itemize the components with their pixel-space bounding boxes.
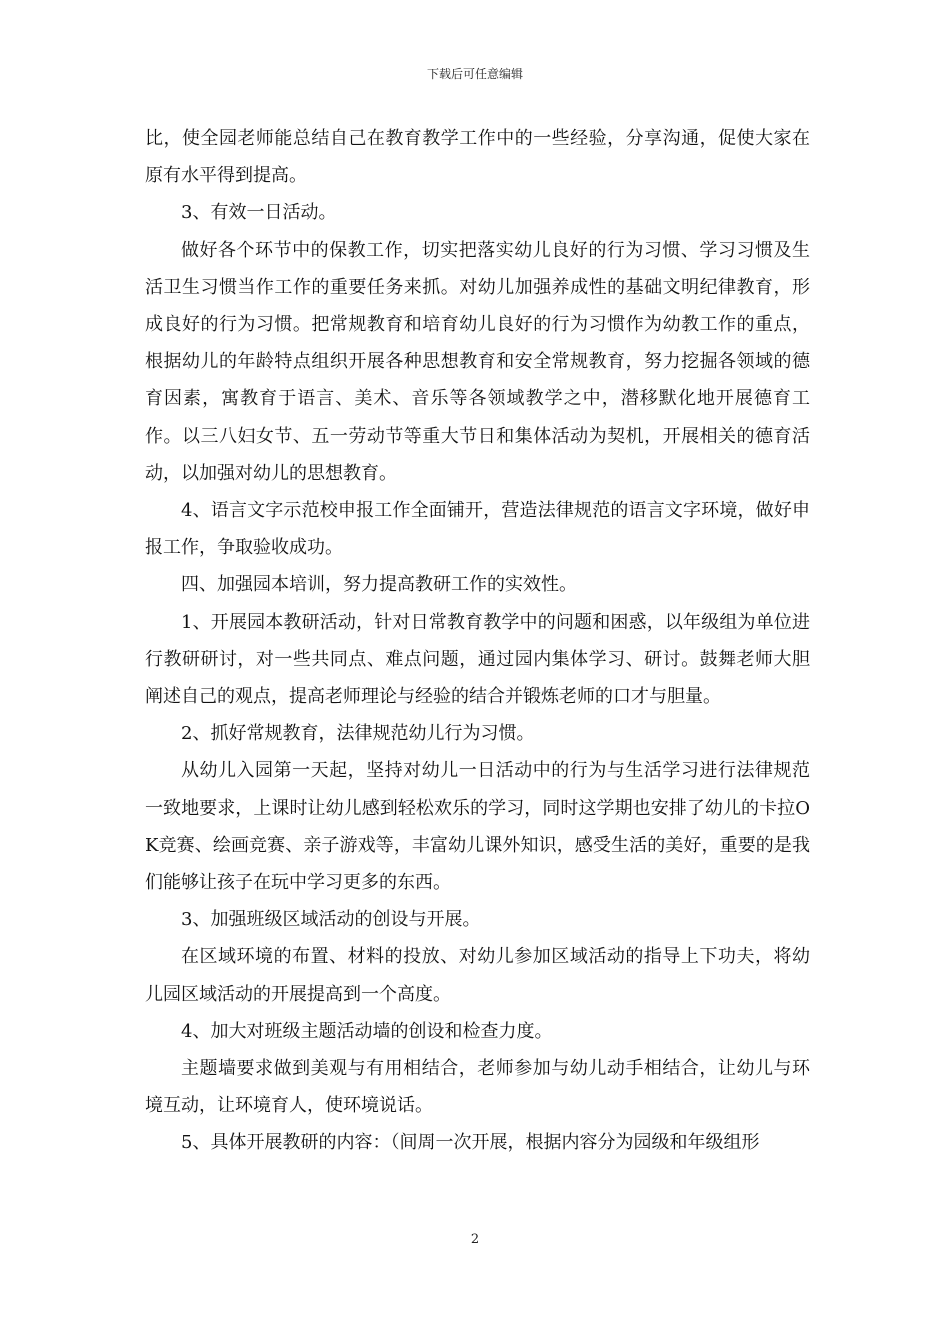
paragraph-9: 3、加强班级区域活动的创设与开展。 (181, 909, 481, 931)
paragraph-7: 2、抓好常规教育，法律规范幼儿行为习惯。 (181, 723, 535, 745)
paragraph-4: 4、语言文字示范校申报工作全面铺开，营造法律规范的语言文字环境，做好申报工作，争取验收成功。 (145, 500, 810, 559)
paragraph-13: 5、具体开展教研的内容：（间周一次开展，根据内容分为园级和年级组形 (181, 1132, 760, 1154)
paragraph-1: 比，使全园老师能总结自己在教育教学工作中的一些经验，分享沟通，促使大家在原有水平得到提高。 (145, 128, 810, 187)
page-number: 2 (470, 1232, 480, 1247)
page-header: 下载后可任意编辑 (426, 67, 523, 81)
paragraph-11: 4、加大对班级主题活动墙的创设和检查力度。 (181, 1020, 553, 1042)
paragraph-8: 从幼儿入园第一天起，坚持对幼儿一日活动中的行为与生活学习进行法律规范一致地要求，上课时让幼儿感到轻松欢乐的学习，同时这学期也安排了幼儿的卡拉OK竞赛、绘画竞赛、亲子游戏等，丰富幼儿课外知识，感受生活的美好，重要的是我们能够让孩子在玩中学习更多的东西。 (145, 760, 810, 894)
paragraph-6: 1、开展园本教研活动，针对日常教育教学中的问题和困惑，以年级组为单位进行教研研讨，对一些共同点、难点问题，通过园内集体学习、研讨。鼓舞老师大胆阐述自己的观点，提高老师理论与经验的结合并锻炼老师的口才与胆量。 (145, 611, 810, 708)
paragraph-2: 3、有效一日活动。 (181, 202, 337, 224)
paragraph-5: 四、加强园本培训，努力提高教研工作的实效性。 (181, 574, 577, 596)
paragraph-3: 做好各个环节中的保教工作，切实把落实幼儿良好的行为习惯、学习习惯及生活卫生习惯当作工作的重要任务来抓。对幼儿加强养成性的基础文明纪律教育，形成良好的行为习惯。把常规教育和培育幼儿良好的行为习惯作为幼教工作的重点，根据幼儿的年龄特点组织开展各种思想教育和安全常规教育，努力挖掘各领域的德育因素，寓教育于语言、美术、音乐等各领域教学之中，潜移默化地开展德育工作。以三八妇女节、五一劳动节等重大节日和集体活动为契机，开展相关的德育活动，以加强对幼儿的思想教育。 (145, 239, 810, 484)
document-body (145, 120, 810, 1162)
paragraph-12: 主题墙要求做到美观与有用相结合，老师参加与幼儿动手相结合，让幼儿与环境互动，让环境育人，使环境说话。 (145, 1058, 810, 1117)
paragraph-10: 在区域环境的布置、材料的投放、对幼儿参加区域活动的指导上下功夫，将幼儿园区域活动的开展提高到一个高度。 (145, 946, 810, 1005)
